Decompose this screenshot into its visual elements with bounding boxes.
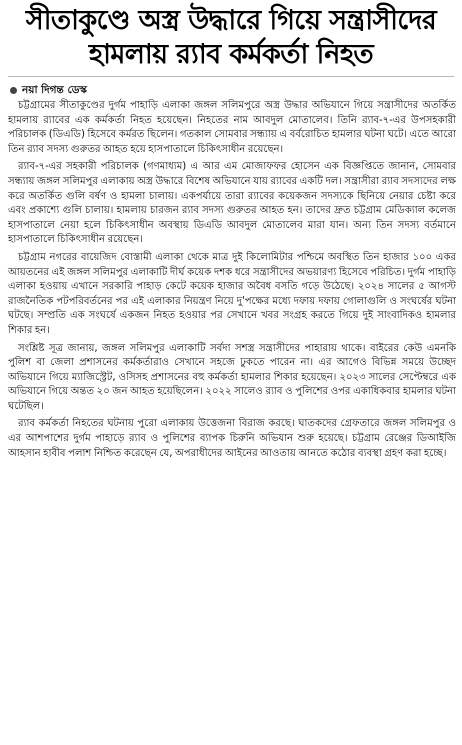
bullet-icon bbox=[10, 87, 17, 94]
headline-line-2: হামলায় র‍্যাব কর্মকর্তা নিহত bbox=[88, 39, 374, 70]
paragraph-5: র‍্যাব কর্মকর্তা নিহতের ঘটনায় পুরো এলাকায় উত্তেজনা বিরাজ করছে। ঘাতকদের গ্রেফতারে জঙ্গল সলিমপুর ও এর আশপাশের দুর্গম পাহাড়ে র‍্যাব ও পুলিশের ব্যাপক চিরুনি অভিযান শুরু হয়েছে। চট্টগ্রাম রেঞ্জের ডিআইজি আহসান হাবীব পলাশ নিশ্চিত করেছেন যে, অপরাধীদের আইনের আওতায় আনতে কঠোর ব্যবস্থা গ্রহণ করা হচ্ছে। bbox=[8, 418, 456, 459]
paragraph-3: চট্টগ্রাম নগরের বায়েজিদ বোস্তামী এলাকা থেকে মাত্র দুই কিলোমিটার পশ্চিমে অবস্থিত তিন হাজার ১০০ একর আয়তনের এই জঙ্গল সলিমপুর এলাকাটি দীর্ঘ কয়েক দশক ধরে সন্ত্রাসীদের অভয়ারণ্য হিসেবে পরিচিত। দুর্গম পাহাড়ি এলাকা হওয়ায় এখানে সরকারি পাহাড় কেটে কয়েক হাজার অবৈধ বসতি গড়ে উঠেছে। ২০২৪ সালের ৫ আগস্ট রাজনৈতিক পটপরিবর্তনের পর এই এলাকার নিয়ন্ত্রণ নিয়ে দু'পক্ষের মধ্যে দফায় দফায় গোলাগুলি ও সংঘর্ষের ঘটনা ঘটছে। সম্প্রতি এক সংঘর্ষে একজন নিহত হওয়ার পর সেখানে খবর সংগ্রহ করতে গিয়ে দুই সাংবাদিকও হামলার শিকার হন। bbox=[8, 251, 456, 336]
headline-line-1: সীতাকুণ্ডে অস্ত্র উদ্ধারে গিয়ে সন্ত্রাসীদের bbox=[25, 5, 437, 36]
article-headline bbox=[0, 0, 462, 72]
headline-divider bbox=[8, 76, 454, 77]
paragraph-1: চট্টগ্রামের সীতাকুণ্ডের দুর্গম পাহাড়ি এলাকা জঙ্গল সলিমপুরে অস্ত্র উদ্ধার অভিযানে গিয়ে সন্ত্রাসীদের অতর্কিত হামলায় র‍্যাবের এক কর্মকর্তা নিহত হয়েছেন। নিহতের নাম আবদুল মোতালেব। তিনি র‍্যাব-৭-এর উপসহকারী পরিচালক (ডিএডি) হিসেবে কর্মরত ছিলেন। গতকাল সোমবার সন্ধ্যায় এ বর্বরোচিত হামলার ঘটনা ঘটে। এতে আরো তিন র‍্যাব সদস্য গুরুতর আহত হয়ে হাসপাতালে চিকিৎসাধীন রয়েছেন। bbox=[8, 100, 456, 155]
article-body bbox=[0, 99, 462, 461]
paragraph-4: সংশ্লিষ্ট সূত্র জানায়, জঙ্গল সলিমপুর এলাকাটি সর্বদা সশস্ত্র সন্ত্রাসীদের পাহারায় থাকে। বাইরের কেউ এমনকি পুলিশ বা জেলা প্রশাসনের কর্মকর্তারাও সেখানে সহজে ঢুকতে পারেন না। এর আগেও বিভিন্ন সময়ে উচ্ছেদ অভিযানে গিয়ে ম্যাজিস্ট্রেট, ওসিসহ প্রশাসনের বহু কর্মকর্তা হামলার শিকার হয়েছেন। ২০২৩ সালের সেপ্টেম্বরে এক অভিযানে গিয়ে অন্তত ২০ জন আহত হয়েছিলেন। ২০২২ সালেও র‍্যাব ও পুলিশের ওপর একাধিকবার হামলার ঘটনা ঘটেছিল। bbox=[8, 342, 456, 412]
byline bbox=[10, 83, 454, 97]
paragraph-2: র‍্যাব-৭-এর সহকারী পরিচালক (গণমাধ্যম) এ আর এম মোজাফফর হোসেন এক বিজ্ঞপ্তিতে জানান, সোমবার সন্ধ্যায় জঙ্গল সলিমপুর এলাকায় অস্ত্র উদ্ধারে বিশেষ অভিযানে যায় র‍্যাবের একটি দল। সন্ত্রাসীরা র‍্যাব সদস্যদের লক্ষ করে অতর্কিত গুলি বর্ষণ ও হামলা চালায়। একপর্যায়ে তারা র‍্যাবের কয়েকজন সদস্যকে ছিনিয়ে নেয়ার চেষ্টা করে এবং প্রকাশ্যে গুলি চালায়। হামলায় চারজন র‍্যাব সদস্য গুরুতর আহত হন। তাদের দ্রুত চট্টগ্রাম মেডিক্যাল কলেজ হাসপাতালে নেয়া হলে চিকিৎসাধীন অবস্থায় ডিএডি আবদুল মোতালেব মারা যান। অন্য তিন সদস্য বর্তমানে হাসপাতালে চিকিৎসাধীন রয়েছেন। bbox=[8, 161, 456, 246]
byline-text: নয়া দিগন্ত ডেস্ক bbox=[22, 84, 87, 96]
